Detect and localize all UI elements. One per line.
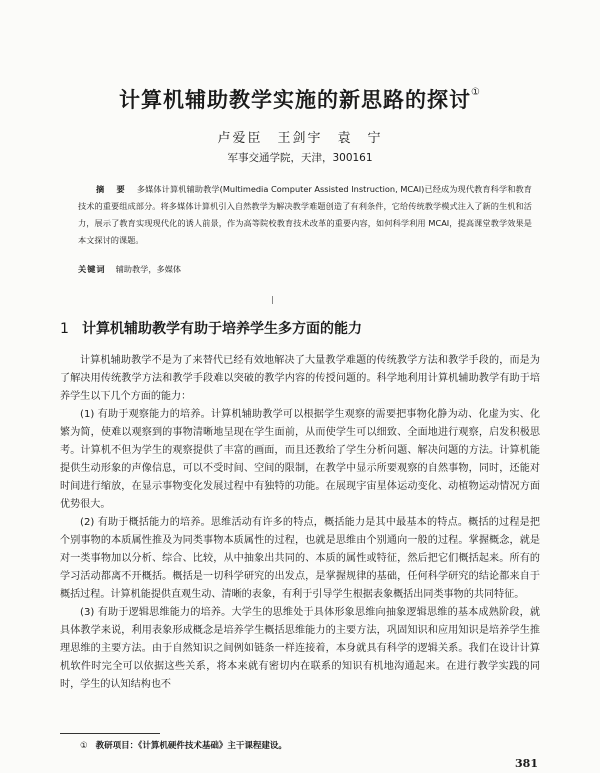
paper-title xyxy=(0,84,600,114)
abstract xyxy=(78,181,532,249)
footnote xyxy=(80,739,287,751)
section-number: 1 xyxy=(60,321,69,337)
title-footnote-mark: ① xyxy=(471,87,481,98)
paragraph: (3) 有助于逻辑思维能力的培养。大学生的思维处于具体形象思维向抽象逻辑思维的基本成熟阶段，就具体教学来说，利用表象形成概念是培养学生概括思维能力的主要方法，巩固知识和应用知识是培养学生推理思维的主要方法。由于自然知识之间例如链条一样连接着，本身就具有科学的逻辑关系。我们在设计计算机软件时完全可以依据这些关系，将本来就有密切内在联系的知识有机地沟通起来。在进行教学实践的同时，学生的认知结构也不 xyxy=(60,607,540,690)
footnote-text: 教研项目：《计算机硬件技术基础》主干课程建设。 xyxy=(95,741,287,751)
paragraph: (2) 有助于概括能力的培养。思维活动有许多的特点，概括能力是其中最基本的特点。概括的过程是把个别事物的本质属性推及为同类事物本质属性的过程，也就是思维由个别通向一般的过程。掌握概念，就是对一类事物加以分析、综合、比较，从中抽象出共同的、本质的属性或特征，然后把它们概括起来。所有的学习活动都离不开概括。概括是一切科学研究的出发点，是掌握规律的基础，任何科学研究的结论都来自于概括过程。计算机能提供直观生动、清晰的表象，有利于引导学生根据表象概括出同类事物的共同特征。 xyxy=(60,517,540,600)
keywords xyxy=(78,264,532,275)
scan-mark xyxy=(272,296,273,304)
page-number: 381 xyxy=(515,757,538,770)
section-heading xyxy=(60,318,560,338)
section-title: 计算机辅助教学有助于培养学生多方面的能力 xyxy=(82,321,362,337)
footnote-divider xyxy=(60,733,160,734)
keywords-label: 关键词 xyxy=(78,264,106,274)
paragraph: (1) 有助于观察能力的培养。计算机辅助教学可以根据学生观察的需要把事物化静为动、化虚为实、化繁为简，使难以观察到的事物清晰地呈现在学生面前，从而使学生可以细致、全面地进行观察，启发积极思考。计算机不但为学生的观察提供了丰富的画面，而且还教给了学生分析问题、解决问题的方法。计算机能提供生动形象的声像信息，可以不受时间、空间的限制，在教学中显示所要观察的自然事物，同时，还能对时间进行缩放，在显示事物变化发展过程中有独特的功能。在展现宇宙星体运动变化、动植物运动情况方面优势很大。 xyxy=(60,409,540,510)
body-text xyxy=(60,352,540,694)
authors: 卢爱臣 王剑宇 袁 宁 xyxy=(217,131,383,146)
title-text: 计算机辅助教学实施的新思路的探讨 xyxy=(119,88,472,112)
affiliation: 军事交通学院，天津，300161 xyxy=(227,152,373,164)
paragraph: 计算机辅助教学不是为了来替代已经有效地解决了大量教学难题的传统教学方法和教学手段的，而是为了解决用传统教学方法和教学手段难以突破的教学内容的传授问题的。科学地利用计算机辅助教学有助于培养学生以下几个方面的能力： xyxy=(60,355,540,402)
keywords-text: 辅助教学，多媒体 xyxy=(115,264,182,274)
abstract-text: 多媒体计算机辅助教学(Multimedia Computer Assisted Instruction, MCAI)已经成为现代教育科学和教育技术的重要组成部分。将多媒体计算机引入自然教学为解决教学难题创造了有利条件，它给传统教学模式注入了新的生机和活力，展示了教育实现现代化的诱人前景，作为高等院校教育技术改革的重要内容，如何科学利用 MCAI，提高课堂教学效果是本文探讨的课题。 xyxy=(78,184,532,245)
footnote-mark: ① xyxy=(80,741,88,751)
abstract-label: 摘 要 xyxy=(96,184,127,194)
